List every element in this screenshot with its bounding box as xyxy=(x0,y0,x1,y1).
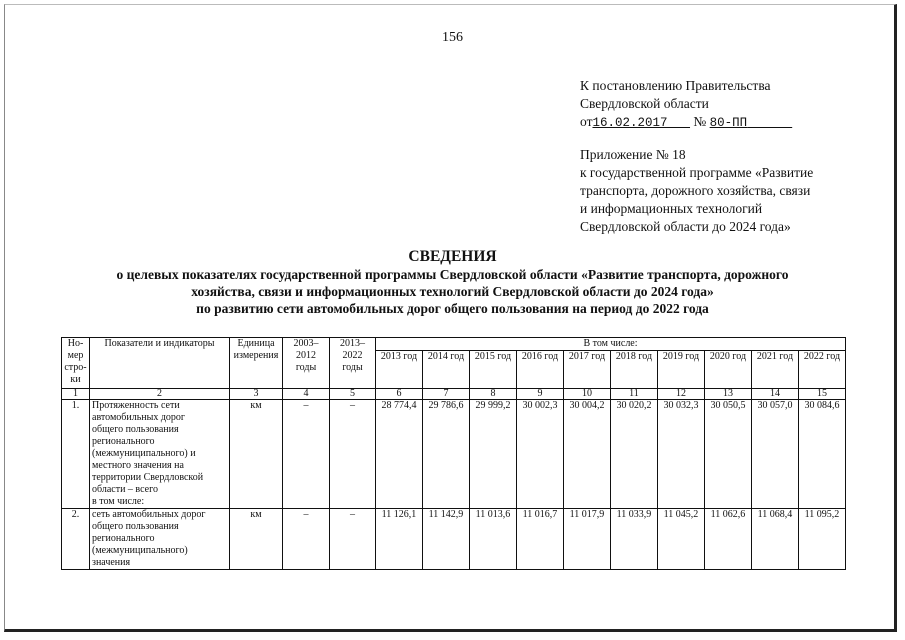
header-year: 2020 год xyxy=(705,351,752,389)
header-including: В том числе: xyxy=(376,338,846,351)
column-number: 13 xyxy=(705,389,752,400)
value-cell: 11 142,9 xyxy=(423,509,470,570)
period-cell: – xyxy=(283,509,330,570)
value-cell: 28 774,4 xyxy=(376,400,423,509)
value-cell: 30 004,2 xyxy=(564,400,611,509)
value-cell: 11 068,4 xyxy=(752,509,799,570)
value-cell: 30 084,6 xyxy=(799,400,846,509)
header-year: 2013 год xyxy=(376,351,423,389)
column-number: 4 xyxy=(283,389,330,400)
column-number: 8 xyxy=(470,389,517,400)
header-year: 2021 год xyxy=(752,351,799,389)
appendix-reference xyxy=(580,146,880,236)
table-row xyxy=(62,400,846,509)
indicator-name: Протяженность сети автомобильных дорог общего пользования регионального (межмуниципального) и местного значения на территории Свердловской области – всего в том числе: xyxy=(90,400,230,509)
value-cell: 30 032,3 xyxy=(658,400,705,509)
header-year: 2019 год xyxy=(658,351,705,389)
value-cell: 11 016,7 xyxy=(517,509,564,570)
column-number: 2 xyxy=(90,389,230,400)
column-number: 5 xyxy=(330,389,376,400)
header-year: 2015 год xyxy=(470,351,517,389)
appendix-line: Свердловской области до 2024 года» xyxy=(580,219,791,234)
value-cell: 30 057,0 xyxy=(752,400,799,509)
appendix-line: транспорта, дорожного хозяйства, связи xyxy=(580,183,811,198)
header-row-number: Но- мер стро- ки xyxy=(62,338,90,389)
subtitle-line: о целевых показателях государственной программы Свердловской области «Развитие транспорта, дорожного xyxy=(116,267,789,282)
column-number: 7 xyxy=(423,389,470,400)
value-cell: 11 126,1 xyxy=(376,509,423,570)
subtitle-line: хозяйства, связи и информационных технологий Свердловской области до 2024 года» xyxy=(191,284,714,299)
value-cell: 30 020,2 xyxy=(611,400,658,509)
header-indicators: Показатели и индикаторы xyxy=(90,338,230,389)
document-title: СВЕДЕНИЯ xyxy=(408,248,497,265)
column-number: 15 xyxy=(799,389,846,400)
page-number: 156 xyxy=(442,30,463,45)
header-unit: Единица измерения xyxy=(230,338,283,389)
indicator-name: сеть автомобильных дорог общего пользования регионального (межмуниципального) значения xyxy=(90,509,230,570)
appendix-line: к государственной программе «Развитие xyxy=(580,165,814,180)
header-year: 2017 год xyxy=(564,351,611,389)
decree-line: К постановлению Правительства xyxy=(580,78,771,93)
period-cell: – xyxy=(283,400,330,509)
value-cell: 30 002,3 xyxy=(517,400,564,509)
value-cell: 29 999,2 xyxy=(470,400,517,509)
decree-from: от xyxy=(580,114,593,129)
header-period-2003-2012: 2003– 2012 годы xyxy=(283,338,330,389)
table-row xyxy=(62,509,846,570)
value-cell: 29 786,6 xyxy=(423,400,470,509)
decree-number: 80-ПП xyxy=(709,116,748,130)
decree-date: 16.02.2017 xyxy=(592,116,668,130)
decree-line: Свердловской области xyxy=(580,96,709,111)
value-cell: 11 017,9 xyxy=(564,509,611,570)
column-number: 1 xyxy=(62,389,90,400)
value-cell: 11 045,2 xyxy=(658,509,705,570)
row-number: 2. xyxy=(62,509,90,570)
header-year: 2016 год xyxy=(517,351,564,389)
column-number: 9 xyxy=(517,389,564,400)
value-cell: 11 013,6 xyxy=(470,509,517,570)
header-year: 2014 год xyxy=(423,351,470,389)
decree-date-line xyxy=(580,113,792,132)
appendix-line: и информационных технологий xyxy=(580,201,763,216)
unit-cell: км xyxy=(230,400,283,509)
column-number: 6 xyxy=(376,389,423,400)
value-cell: 11 033,9 xyxy=(611,509,658,570)
header-year: 2022 год xyxy=(799,351,846,389)
decree-number-label: № xyxy=(693,114,707,129)
period-cell: – xyxy=(330,400,376,509)
header-period-2013-2022: 2013– 2022 годы xyxy=(330,338,376,389)
period-cell: – xyxy=(330,509,376,570)
row-number: 1. xyxy=(62,400,90,509)
value-cell: 30 050,5 xyxy=(705,400,752,509)
column-number: 11 xyxy=(611,389,658,400)
appendix-line: Приложение № 18 xyxy=(580,147,686,162)
unit-cell: км xyxy=(230,509,283,570)
header-year: 2018 год xyxy=(611,351,658,389)
subtitle-line: по развитию сети автомобильных дорог общего пользования на период до 2022 года xyxy=(196,301,709,316)
column-number: 10 xyxy=(564,389,611,400)
indicators-table xyxy=(61,337,846,570)
column-number: 3 xyxy=(230,389,283,400)
column-number: 12 xyxy=(658,389,705,400)
column-number: 14 xyxy=(752,389,799,400)
document-subtitle xyxy=(20,266,885,317)
value-cell: 11 062,6 xyxy=(705,509,752,570)
value-cell: 11 095,2 xyxy=(799,509,846,570)
column-number-row xyxy=(62,389,846,400)
decree-reference xyxy=(580,77,792,132)
